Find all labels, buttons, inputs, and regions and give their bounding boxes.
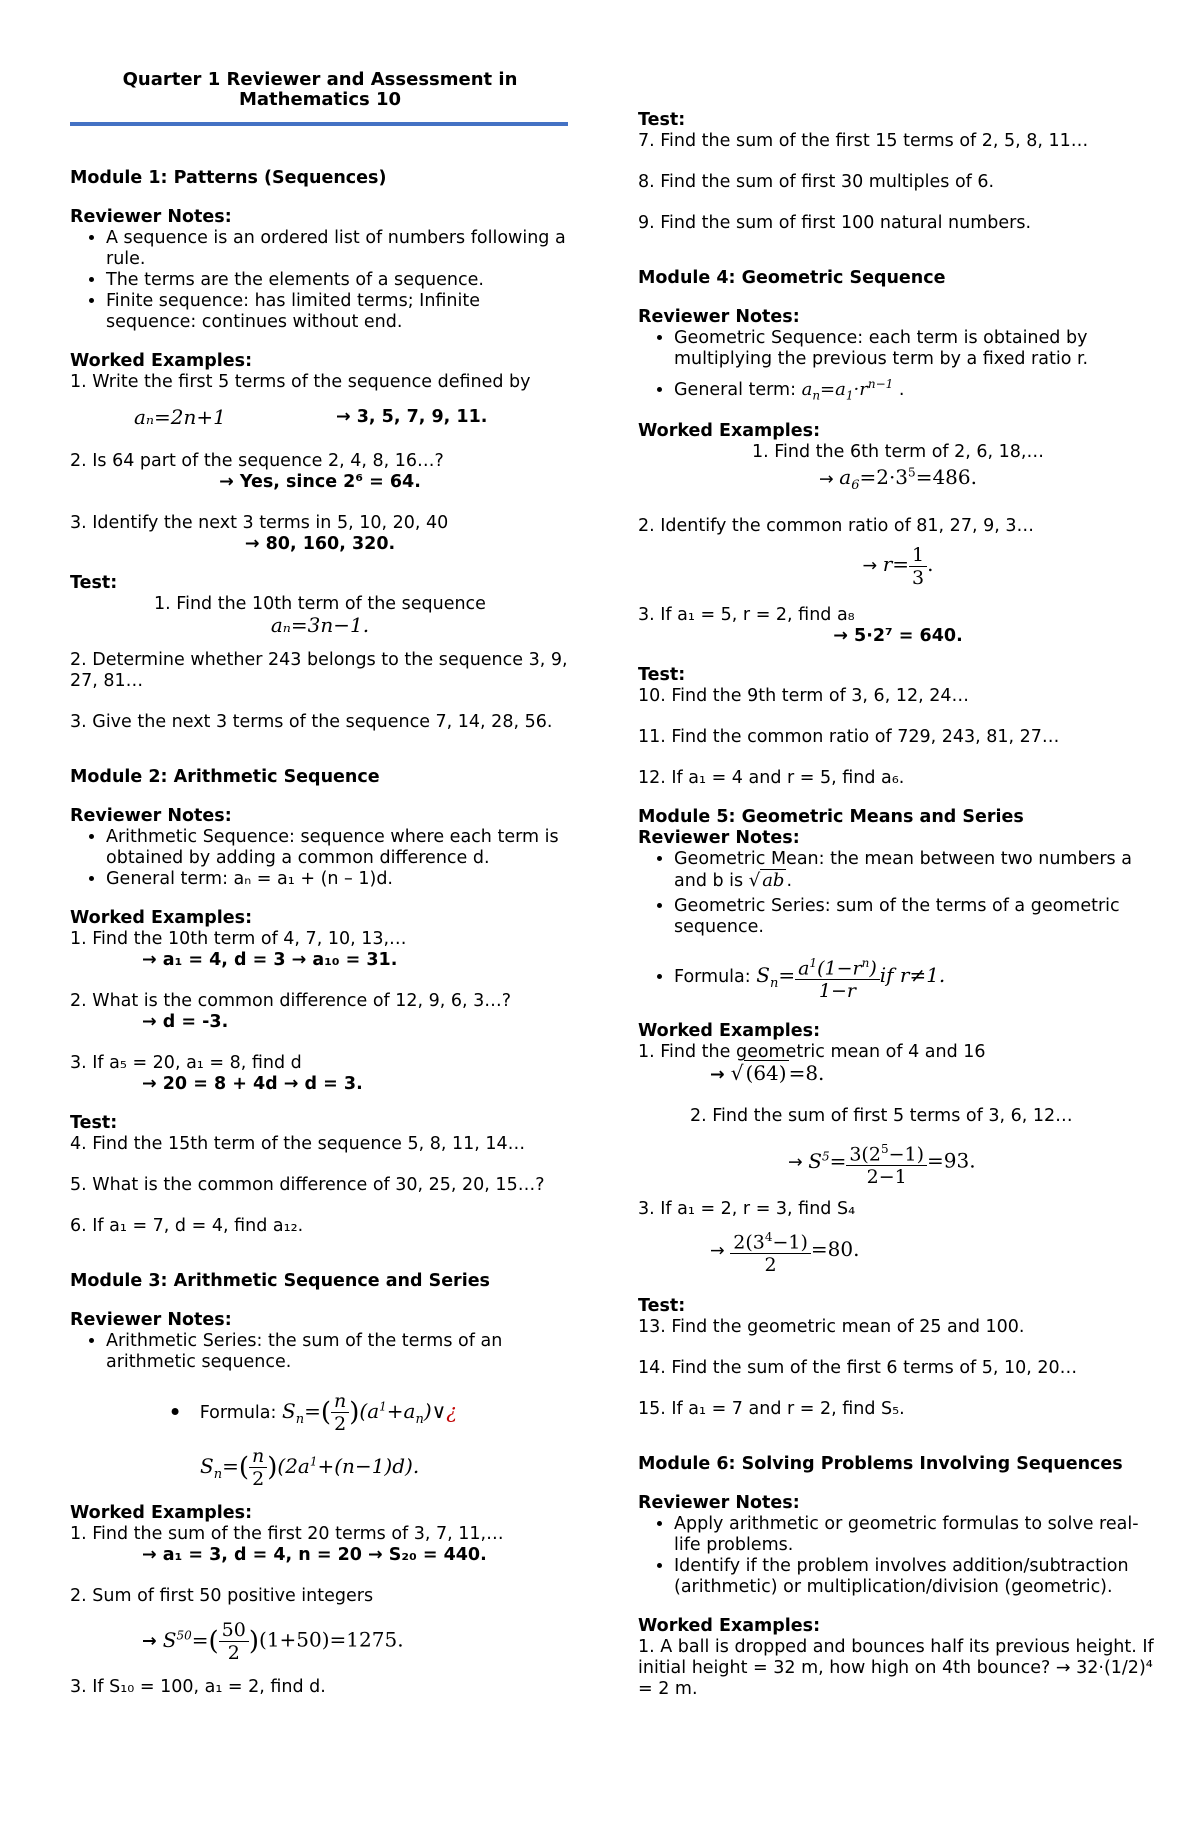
module-3-test-heading: Test: <box>638 110 686 130</box>
module-4-title: Module 4: Geometric Sequence <box>638 268 946 288</box>
m1-test-1-formula: aₙ=3n−1. <box>270 613 370 637</box>
m4-example-3-question: 3. If a₁ = 5, r = 2, find a₈ <box>638 605 855 626</box>
m2-example-1-answer: → a₁ = 4, d = 3 → a₁₀ = 31. <box>142 950 398 970</box>
note-item: • Identify if the problem involves addition/subtraction (arithmetic) or multiplication/division (geometric). <box>674 1556 1158 1598</box>
m1-example-3-question: 3. Identify the next 3 terms in 5, 10, 20, 40 <box>70 513 449 533</box>
note-item: • Apply arithmetic or geometric formulas to solve real-life problems. <box>674 1514 1158 1556</box>
module-3-title: Module 3: Arithmetic Sequence and Series <box>70 1271 490 1291</box>
m1-example-1-row <box>70 407 570 433</box>
m3-example-3-question: 3. If S₁₀ = 100, a₁ = 2, find d. <box>70 1677 326 1697</box>
m1-example-2-question: 2. Is 64 part of the sequence 2, 4, 8, 16…? <box>70 451 444 471</box>
module-6-examples-heading: Worked Examples: <box>638 1616 821 1637</box>
m4-test-11-question: 11. Find the common ratio of 729, 243, 81, 27… <box>638 727 1060 748</box>
m3-sum-terms: $(a^1+a_n)\vee¿$ <box>359 1398 458 1427</box>
m3-formula-2-row: $S_n=$( $\frac{n}{2}$ )$(2a^1+(n-1)d)$. <box>200 1445 420 1491</box>
right-column <box>638 110 1158 1700</box>
m4-example-3-answer: → 5·2⁷ = 640. <box>833 626 963 647</box>
m3-sn-symbol: $S_n=$ <box>281 1398 321 1427</box>
module-6-notes-heading: Reviewer Notes: <box>638 1493 800 1514</box>
m6-example-1-question: 1. A ball is dropped and bounces half its previous height. If initial height = 32 m, how high on 4th bounce? → 32·(1/2)⁴ = 2 m. <box>638 1637 1154 1700</box>
m2-example-2-answer: → d = -3. <box>142 1012 229 1032</box>
m4-example-2-question: 2. Identify the common ratio of 81, 27, 9, 3… <box>638 516 1034 537</box>
note-item: • Formula: $S_n=$ $\frac{a^1(1-r^n)}{1-r}$ if r≠1. <box>674 948 1158 1011</box>
m5-example-3-question: 3. If a₁ = 2, r = 3, find S₄ <box>638 1199 856 1220</box>
m4-example-2-answer: → r= $\frac{1}{3}$ . <box>862 543 934 589</box>
note-item: • Geometric Sequence: each term is obtained by multiplying the previous term by a fixed ratio r. <box>674 328 1158 370</box>
title-line-1: Quarter 1 Reviewer and Assessment in <box>122 69 518 90</box>
m5-example-1-question: 1. Find the geometric mean of 4 and 16 <box>638 1042 986 1063</box>
module-4-test-heading: Test: <box>638 665 686 686</box>
document-title <box>70 70 570 110</box>
m3-example-2-question: 2. Sum of first 50 positive integers <box>70 1586 374 1606</box>
m1-test-1-question: 1. Find the 10th term of the sequence <box>154 594 486 614</box>
m3-alt-terms: $(2a^1+(n-1)d)$. <box>277 1453 420 1478</box>
module-5-notes <box>638 849 1158 1011</box>
m4-example-1-answer: → $a_6=2\cdot 3^5=486$. <box>819 465 977 494</box>
m3-test-8-question: 8. Find the sum of first 30 multiples of 6. <box>638 172 995 192</box>
m2-example-2-question: 2. What is the common difference of 12, 9, 6, 3…? <box>70 991 512 1011</box>
m3-n-over-2: $\frac{n}{2}$ <box>331 1390 349 1435</box>
note-item: • General term: $a_n=a_1\cdot r^{n-1}$ . <box>674 374 1158 407</box>
m5-example-2-question: 2. Find the sum of first 5 terms of 3, 6, 12… <box>690 1106 1073 1127</box>
module-4-examples-heading: Worked Examples: <box>638 420 821 441</box>
module-2-examples-heading: Worked Examples: <box>70 908 253 928</box>
module-5-examples-heading: Worked Examples: <box>638 1021 821 1042</box>
m2-example-1-question: 1. Find the 10th term of 4, 7, 10, 13,… <box>70 929 407 949</box>
note-item: • Geometric Series: sum of the terms of a geometric sequence. <box>674 896 1158 938</box>
note-item: • The terms are the elements of a sequence. <box>106 270 570 291</box>
m1-example-3-answer: → 80, 160, 320. <box>244 534 396 554</box>
module-1-title: Module 1: Patterns (Sequences) <box>70 168 387 188</box>
m5-test-13-question: 13. Find the geometric mean of 25 and 100. <box>638 1317 1025 1338</box>
module-3-notes <box>70 1331 570 1373</box>
note-item: • A sequence is an ordered list of numbers following a rule. <box>106 228 570 270</box>
module-1-notes-heading: Reviewer Notes: <box>70 207 232 227</box>
m3-formula-1-row: • Formula: $S_n=$( $\frac{n}{2}$ )$(a^1+a_n)\vee¿$ <box>168 1390 458 1436</box>
m2-test-5-question: 5. What is the common difference of 30, 25, 20, 15…? <box>70 1175 545 1195</box>
title-divider <box>70 122 568 126</box>
m1-example-1-question: 1. Write the first 5 terms of the sequence defined by <box>70 372 531 392</box>
module-2-notes <box>70 827 570 890</box>
m3-n-over-2-alt: $\frac{n}{2}$ <box>249 1445 267 1490</box>
module-4-notes-heading: Reviewer Notes: <box>638 307 800 327</box>
module-2-notes-heading: Reviewer Notes: <box>70 806 232 826</box>
module-4-notes <box>638 328 1158 407</box>
m4-test-12-question: 12. If a₁ = 4 and r = 5, find a₆. <box>638 768 905 789</box>
title-line-2: Mathematics 10 <box>238 89 402 110</box>
module-2-test-heading: Test: <box>70 1113 118 1133</box>
m2-test-4-question: 4. Find the 15th term of the sequence 5, 8, 11, 14… <box>70 1134 526 1154</box>
m1-test-2-question: 2. Determine whether 243 belongs to the sequence 3, 9, 27, 81… <box>70 650 568 691</box>
m3-example-1-answer: → a₁ = 3, d = 4, n = 20 → S₂₀ = 440. <box>142 1545 487 1565</box>
m1-example-1-answer: → 3, 5, 7, 9, 11. <box>336 407 488 427</box>
m4-test-10-question: 10. Find the 9th term of 3, 6, 12, 24… <box>638 686 969 707</box>
m3-example-2-answer: → $S^{50}=$( $\frac{50}{2}$ )(1+50)=1275. <box>142 1619 404 1665</box>
module-3-notes-heading: Reviewer Notes: <box>70 1310 232 1330</box>
note-item: • Geometric Mean: the mean between two numbers a and b is √ ab . <box>674 849 1158 892</box>
module-6-notes <box>638 1514 1158 1598</box>
module-3-examples-heading: Worked Examples: <box>70 1503 253 1523</box>
module-5-title: Module 5: Geometric Means and Series <box>638 807 1024 828</box>
m5-example-2-answer: → $S^5=$ $\frac{3(2^5-1)}{2-1}$ =93. <box>638 1127 1158 1185</box>
m5-example-1-answer: → √ (64) =8. <box>710 1061 825 1086</box>
m3-example-1-question: 1. Find the sum of the first 20 terms of 3, 7, 11,… <box>70 1524 504 1544</box>
m2-test-6-question: 6. If a₁ = 7, d = 4, find a₁₂. <box>70 1216 304 1236</box>
module-2-title: Module 2: Arithmetic Sequence <box>70 767 380 787</box>
m5-test-14-question: 14. Find the sum of the first 6 terms of 5, 10, 20… <box>638 1358 1078 1379</box>
module-5-notes-heading: Reviewer Notes: <box>638 828 800 849</box>
module-5-test-heading: Test: <box>638 1296 686 1317</box>
m1-example-1-formula: aₙ=2n+1 <box>134 405 226 429</box>
m3-test-9-question: 9. Find the sum of first 100 natural numbers. <box>638 213 1032 233</box>
m1-test-3-question: 3. Give the next 3 terms of the sequence 7, 14, 28, 56. <box>70 712 553 732</box>
m2-example-3-answer: → 20 = 8 + 4d → d = 3. <box>142 1074 363 1094</box>
m3-test-7-question: 7. Find the sum of the first 15 terms of 2, 5, 8, 11… <box>638 131 1089 151</box>
m5-example-3-answer: → $\frac{2(3^4-1)}{2}$ =80. <box>638 1220 1158 1278</box>
note-item: • Arithmetic Series: the sum of the terms of an arithmetic sequence. <box>106 1331 570 1373</box>
module-1-notes <box>70 228 570 333</box>
left-column <box>70 70 570 1698</box>
module-1-test-heading: Test: <box>70 573 118 593</box>
note-item: • General term: aₙ = a₁ + (n – 1)d. <box>106 869 570 890</box>
m3-formula-label: Formula: <box>199 1402 277 1423</box>
module-1-examples-heading: Worked Examples: <box>70 351 253 371</box>
m2-example-3-question: 3. If a₅ = 20, a₁ = 8, find d <box>70 1053 302 1073</box>
m5-test-15-question: 15. If a₁ = 7 and r = 2, find S₅. <box>638 1399 905 1420</box>
module-6-title: Module 6: Solving Problems Involving Sequences <box>638 1454 1123 1475</box>
m4-example-1-question: 1. Find the 6th term of 2, 6, 18,… <box>751 441 1044 462</box>
note-item: • Arithmetic Sequence: sequence where each term is obtained by adding a common difference d. <box>106 827 570 869</box>
note-item: • Finite sequence: has limited terms; Infinite sequence: continues without end. <box>106 291 570 333</box>
m1-example-2-answer: → Yes, since 2⁶ = 64. <box>219 472 421 492</box>
